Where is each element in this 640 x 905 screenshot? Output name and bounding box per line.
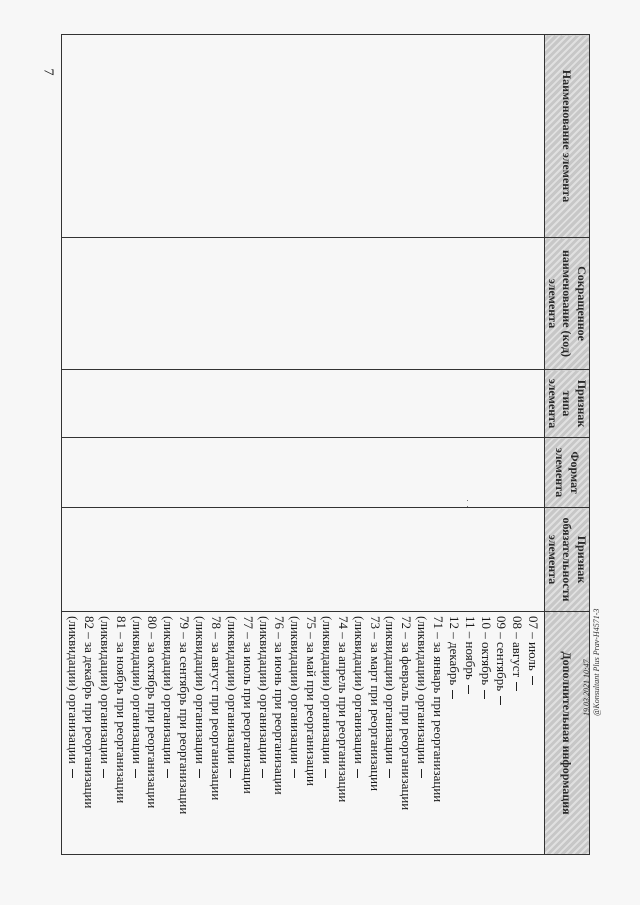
cell-short-name bbox=[62, 238, 545, 370]
list-item: 11 – ноябрь bbox=[462, 616, 478, 850]
header-element-format: Формат элемента bbox=[545, 438, 590, 508]
additional-info-list bbox=[65, 616, 541, 850]
list-item: 77 – за июль при реорганизации (ликвидации) организации bbox=[224, 616, 256, 794]
list-item: 81 – за ноябрь при реорганизации (ликвидации) организации bbox=[97, 616, 129, 804]
list-item: 76 – за июнь при реорганизации (ликвидации) организации bbox=[256, 616, 288, 795]
list-item: 08 – август bbox=[509, 616, 525, 850]
list-item: 80 – за октябрь при реорганизации (ликвидации) организации bbox=[129, 616, 161, 809]
cell-element-format bbox=[62, 438, 545, 508]
cell-additional-info bbox=[62, 612, 545, 855]
list-item: 74 – за апрель при реорганизации (ликвидации) организации bbox=[319, 616, 351, 803]
list-item: 10 – октябрь bbox=[478, 616, 494, 850]
rotated-table-container bbox=[66, 34, 590, 854]
page-number: 7 bbox=[40, 68, 56, 76]
list-item: 79 – за сентябрь при реорганизации (ликвидации) организации bbox=[161, 616, 193, 815]
stamp-date: 19.03.2021 10:47 bbox=[582, 659, 591, 716]
list-item: 78 – за август при реорганизации (ликвидации) организации bbox=[193, 616, 224, 801]
stamp-source: @Konsultant Plus Prav-H4571-3 bbox=[592, 608, 601, 716]
scan-speck bbox=[467, 506, 468, 507]
consultant-stamp bbox=[582, 609, 602, 716]
list-item: 09 – сентябрь bbox=[494, 616, 510, 850]
table-row bbox=[62, 35, 545, 855]
list-item: 71 – за январь при реорганизации (ликвидации) организации bbox=[415, 616, 446, 803]
header-short-name: Сокращенное наименование (код) элемента bbox=[545, 238, 590, 370]
scan-speck bbox=[467, 500, 468, 501]
list-item: 72 – за февраль при реорганизации (ликвидации) организации bbox=[383, 616, 415, 811]
list-item: 07 – июль bbox=[525, 616, 541, 850]
cell-element-name bbox=[62, 35, 545, 238]
elements-table bbox=[61, 34, 590, 855]
cell-element-type bbox=[62, 370, 545, 438]
header-element-type: Признак типа элемента bbox=[545, 370, 590, 438]
cell-mandatory-flag bbox=[62, 508, 545, 612]
header-mandatory-flag: Признак обязательности элемента bbox=[545, 508, 590, 612]
header-element-name: Наименование элемента bbox=[545, 35, 590, 238]
list-item: 73 – за март при реорганизации (ликвидации) организации bbox=[351, 616, 383, 792]
list-item: 82 – за декабрь при реорганизации (ликвидации) организации bbox=[66, 616, 98, 809]
list-item: 12 – декабрь bbox=[446, 616, 462, 850]
table-header-row bbox=[545, 35, 590, 855]
list-item: 75 – за май при реорганизации (ликвидации) организации bbox=[288, 616, 320, 786]
header-additional-info: Дополнительная информация bbox=[545, 612, 590, 855]
